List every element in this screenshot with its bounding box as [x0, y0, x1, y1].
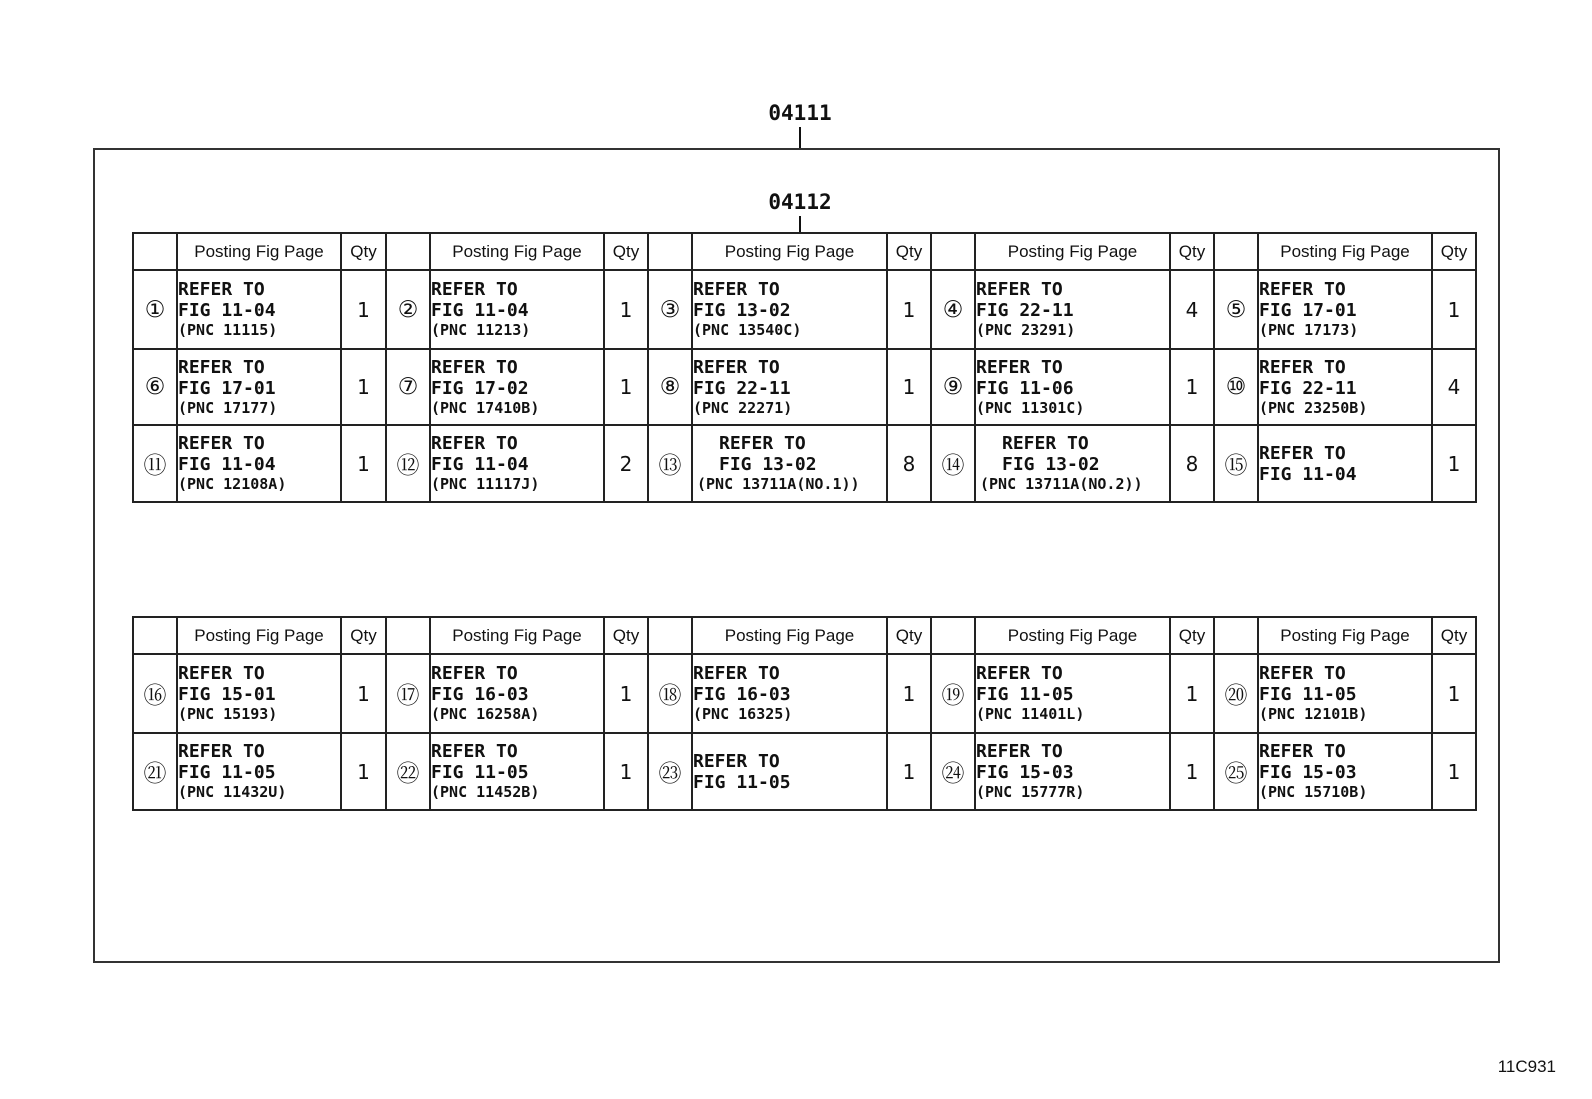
item-number: ⑱: [648, 654, 692, 733]
item-number: ②: [386, 270, 430, 349]
fig-reference: FIG 11-04: [431, 454, 529, 475]
reference-cell: [1258, 270, 1432, 349]
header-number-cell: [931, 617, 975, 654]
table-row: [133, 270, 1476, 349]
item-number: ㉑: [133, 733, 177, 810]
header-number-cell: [648, 233, 692, 270]
refer-to-text: REFER TO: [693, 750, 780, 772]
header-number-cell: [1214, 617, 1258, 654]
refer-to-text: REFER TO: [431, 741, 518, 762]
item-number: ⑲: [931, 654, 975, 733]
table-header-row: [133, 233, 1476, 270]
header-posting: Posting Fig Page: [430, 617, 604, 654]
reference-cell: [692, 349, 887, 425]
item-number: ⑨: [931, 349, 975, 425]
refer-to-text: REFER TO: [178, 741, 265, 762]
fig-reference: FIG 13-02: [719, 454, 817, 475]
parts-table-upper: [132, 232, 1477, 503]
refer-to-text: REFER TO: [976, 356, 1063, 378]
header-posting: Posting Fig Page: [692, 233, 887, 270]
reference-cell: [430, 270, 604, 349]
pnc-reference: (PNC 13711A(NO.2)): [980, 475, 1143, 493]
reference-cell: [177, 270, 341, 349]
quantity: 4: [1432, 349, 1476, 425]
item-number: ①: [133, 270, 177, 349]
pnc-reference: (PNC 11301C): [976, 398, 1085, 417]
pnc-reference: (PNC 15193): [178, 705, 278, 723]
header-qty: Qty: [341, 617, 386, 654]
header-posting: Posting Fig Page: [975, 233, 1170, 270]
item-number: ⑧: [648, 349, 692, 425]
fig-reference: FIG 11-05: [431, 762, 529, 783]
fig-reference: FIG 17-02: [431, 377, 529, 399]
quantity: 1: [604, 654, 648, 733]
header-number-cell: [133, 233, 177, 270]
refer-to-text: REFER TO: [693, 663, 780, 684]
item-number: ㉓: [648, 733, 692, 810]
quantity: 1: [1432, 733, 1476, 810]
fig-reference: FIG 11-04: [178, 454, 276, 475]
pnc-reference: (PNC 11115): [178, 321, 278, 339]
quantity: 1: [887, 270, 931, 349]
reference-cell: [177, 654, 341, 733]
header-number-cell: [386, 233, 430, 270]
fig-reference: FIG 11-04: [178, 300, 276, 321]
pnc-reference: (PNC 16258A): [431, 705, 540, 723]
reference-cell: [692, 425, 887, 502]
fig-reference: FIG 22-11: [693, 377, 791, 399]
pnc-reference: (PNC 11213): [431, 321, 531, 339]
pnc-reference: (PNC 16325): [693, 705, 793, 723]
fig-reference: FIG 11-05: [178, 762, 276, 783]
refer-to-text: REFER TO: [976, 279, 1063, 300]
header-qty: Qty: [887, 617, 931, 654]
item-number: ⑬: [648, 425, 692, 502]
fig-reference: FIG 11-05: [693, 771, 791, 793]
fig-reference: FIG 11-05: [976, 684, 1074, 705]
reference-cell: [975, 270, 1170, 349]
item-number: ㉔: [931, 733, 975, 810]
header-posting: Posting Fig Page: [975, 617, 1170, 654]
quantity: 1: [341, 270, 386, 349]
outer-assembly-label: 04111: [768, 101, 832, 125]
item-number: ㉕: [1214, 733, 1258, 810]
pnc-reference: (PNC 15777R): [976, 783, 1085, 801]
pnc-reference: (PNC 11452B): [431, 783, 540, 801]
pnc-reference: (PNC 11117J): [431, 475, 540, 493]
item-number: ⑮: [1214, 425, 1258, 502]
item-number: ⑤: [1214, 270, 1258, 349]
quantity: 1: [604, 733, 648, 810]
item-number: ⑪: [133, 425, 177, 502]
header-posting: Posting Fig Page: [1258, 617, 1432, 654]
quantity: 1: [1432, 425, 1476, 502]
header-qty: Qty: [1432, 617, 1476, 654]
refer-to-text: REFER TO: [431, 663, 518, 684]
table-row: [133, 425, 1476, 502]
refer-to-text: REFER TO: [693, 356, 780, 378]
quantity: 1: [887, 349, 931, 425]
refer-to-text: REFER TO: [178, 433, 265, 454]
pnc-reference: (PNC 23250B): [1259, 398, 1368, 417]
header-posting: Posting Fig Page: [692, 617, 887, 654]
reference-cell: [975, 349, 1170, 425]
reference-cell: [1258, 349, 1432, 425]
refer-to-text: REFER TO: [1259, 356, 1346, 378]
quantity: 8: [887, 425, 931, 502]
reference-cell: [430, 654, 604, 733]
header-qty: Qty: [1432, 233, 1476, 270]
fig-reference: FIG 11-04: [431, 300, 529, 321]
item-number: ⑭: [931, 425, 975, 502]
reference-cell: [975, 425, 1170, 502]
header-number-cell: [931, 233, 975, 270]
refer-to-text: REFER TO: [693, 279, 780, 300]
item-number: ③: [648, 270, 692, 349]
fig-reference: FIG 17-01: [1259, 300, 1357, 321]
fig-reference: FIG 11-04: [1259, 463, 1357, 485]
refer-to-text: REFER TO: [1259, 279, 1346, 300]
fig-reference: FIG 15-01: [178, 684, 276, 705]
diagram-code: 11C931: [1497, 1057, 1556, 1076]
pnc-reference: (PNC 12101B): [1259, 705, 1368, 723]
pnc-reference: (PNC 17173): [1259, 321, 1359, 339]
reference-cell: [430, 733, 604, 810]
fig-reference: FIG 22-11: [1259, 377, 1357, 399]
quantity: 1: [1432, 654, 1476, 733]
quantity: 1: [1170, 349, 1214, 425]
refer-to-text: REFER TO: [976, 741, 1063, 762]
refer-to-text: REFER TO: [431, 279, 518, 300]
table-row: [133, 349, 1476, 425]
quantity: 2: [604, 425, 648, 502]
quantity: 1: [604, 349, 648, 425]
parts-table-lower: [132, 616, 1477, 811]
quantity: 4: [1170, 270, 1214, 349]
table-row: [133, 654, 1476, 733]
inner-leader-line: [799, 216, 801, 233]
reference-cell: [692, 733, 887, 810]
table-header-row: [133, 617, 1476, 654]
fig-reference: FIG 11-06: [976, 377, 1074, 399]
item-number: ⑥: [133, 349, 177, 425]
table-row: [133, 733, 1476, 810]
refer-to-text: REFER TO: [976, 663, 1063, 684]
pnc-reference: (PNC 22271): [693, 398, 793, 417]
header-posting: Posting Fig Page: [1258, 233, 1432, 270]
quantity: 1: [341, 733, 386, 810]
quantity: 1: [341, 654, 386, 733]
pnc-reference: (PNC 23291): [976, 321, 1076, 339]
refer-to-text: REFER TO: [178, 356, 265, 378]
reference-cell: [1258, 425, 1432, 502]
refer-to-text: REFER TO: [719, 433, 806, 454]
reference-cell: [1258, 654, 1432, 733]
pnc-reference: (PNC 11432U): [178, 783, 287, 801]
refer-to-text: REFER TO: [431, 433, 518, 454]
item-number: ④: [931, 270, 975, 349]
header-qty: Qty: [604, 233, 648, 270]
refer-to-text: REFER TO: [178, 663, 265, 684]
reference-cell: [975, 654, 1170, 733]
fig-reference: FIG 16-03: [431, 684, 529, 705]
header-qty: Qty: [1170, 233, 1214, 270]
header-posting: Posting Fig Page: [177, 617, 341, 654]
pnc-reference: (PNC 15710B): [1259, 783, 1368, 801]
fig-reference: FIG 15-03: [976, 762, 1074, 783]
inner-assembly-label: 04112: [768, 190, 832, 214]
pnc-reference: (PNC 11401L): [976, 705, 1085, 723]
header-number-cell: [1214, 233, 1258, 270]
refer-to-text: REFER TO: [431, 356, 518, 378]
header-number-cell: [386, 617, 430, 654]
refer-to-text: REFER TO: [1259, 663, 1346, 684]
item-number: ⑳: [1214, 654, 1258, 733]
header-qty: Qty: [604, 617, 648, 654]
pnc-reference: (PNC 17410B): [431, 398, 540, 417]
reference-cell: [692, 270, 887, 349]
item-number: ⑩: [1214, 349, 1258, 425]
quantity: 1: [1170, 733, 1214, 810]
quantity: 1: [887, 654, 931, 733]
reference-cell: [177, 733, 341, 810]
item-number: ⑫: [386, 425, 430, 502]
header-qty: Qty: [341, 233, 386, 270]
quantity: 8: [1170, 425, 1214, 502]
item-number: ⑦: [386, 349, 430, 425]
header-number-cell: [133, 617, 177, 654]
pnc-reference: (PNC 13540C): [693, 321, 802, 339]
reference-cell: [692, 654, 887, 733]
fig-reference: FIG 22-11: [976, 300, 1074, 321]
quantity: 1: [1432, 270, 1476, 349]
reference-cell: [975, 733, 1170, 810]
refer-to-text: REFER TO: [1002, 433, 1089, 454]
item-number: ㉒: [386, 733, 430, 810]
fig-reference: FIG 13-02: [1002, 454, 1100, 475]
header-posting: Posting Fig Page: [430, 233, 604, 270]
quantity: 1: [341, 349, 386, 425]
pnc-reference: (PNC 13711A(NO.1)): [697, 475, 860, 493]
fig-reference: FIG 15-03: [1259, 762, 1357, 783]
reference-cell: [1258, 733, 1432, 810]
quantity: 1: [1170, 654, 1214, 733]
pnc-reference: (PNC 12108A): [178, 475, 287, 493]
item-number: ⑯: [133, 654, 177, 733]
refer-to-text: REFER TO: [1259, 442, 1346, 464]
fig-reference: FIG 16-03: [693, 684, 791, 705]
refer-to-text: REFER TO: [178, 279, 265, 300]
header-qty: Qty: [1170, 617, 1214, 654]
header-qty: Qty: [887, 233, 931, 270]
header-posting: Posting Fig Page: [177, 233, 341, 270]
fig-reference: FIG 13-02: [693, 300, 791, 321]
quantity: 1: [341, 425, 386, 502]
pnc-reference: (PNC 17177): [178, 398, 278, 417]
reference-cell: [177, 349, 341, 425]
refer-to-text: REFER TO: [1259, 741, 1346, 762]
reference-cell: [177, 425, 341, 502]
reference-cell: [430, 349, 604, 425]
reference-cell: [430, 425, 604, 502]
fig-reference: FIG 11-05: [1259, 684, 1357, 705]
fig-reference: FIG 17-01: [178, 377, 276, 399]
quantity: 1: [887, 733, 931, 810]
header-number-cell: [648, 617, 692, 654]
quantity: 1: [604, 270, 648, 349]
item-number: ⑰: [386, 654, 430, 733]
outer-leader-line: [799, 127, 801, 148]
